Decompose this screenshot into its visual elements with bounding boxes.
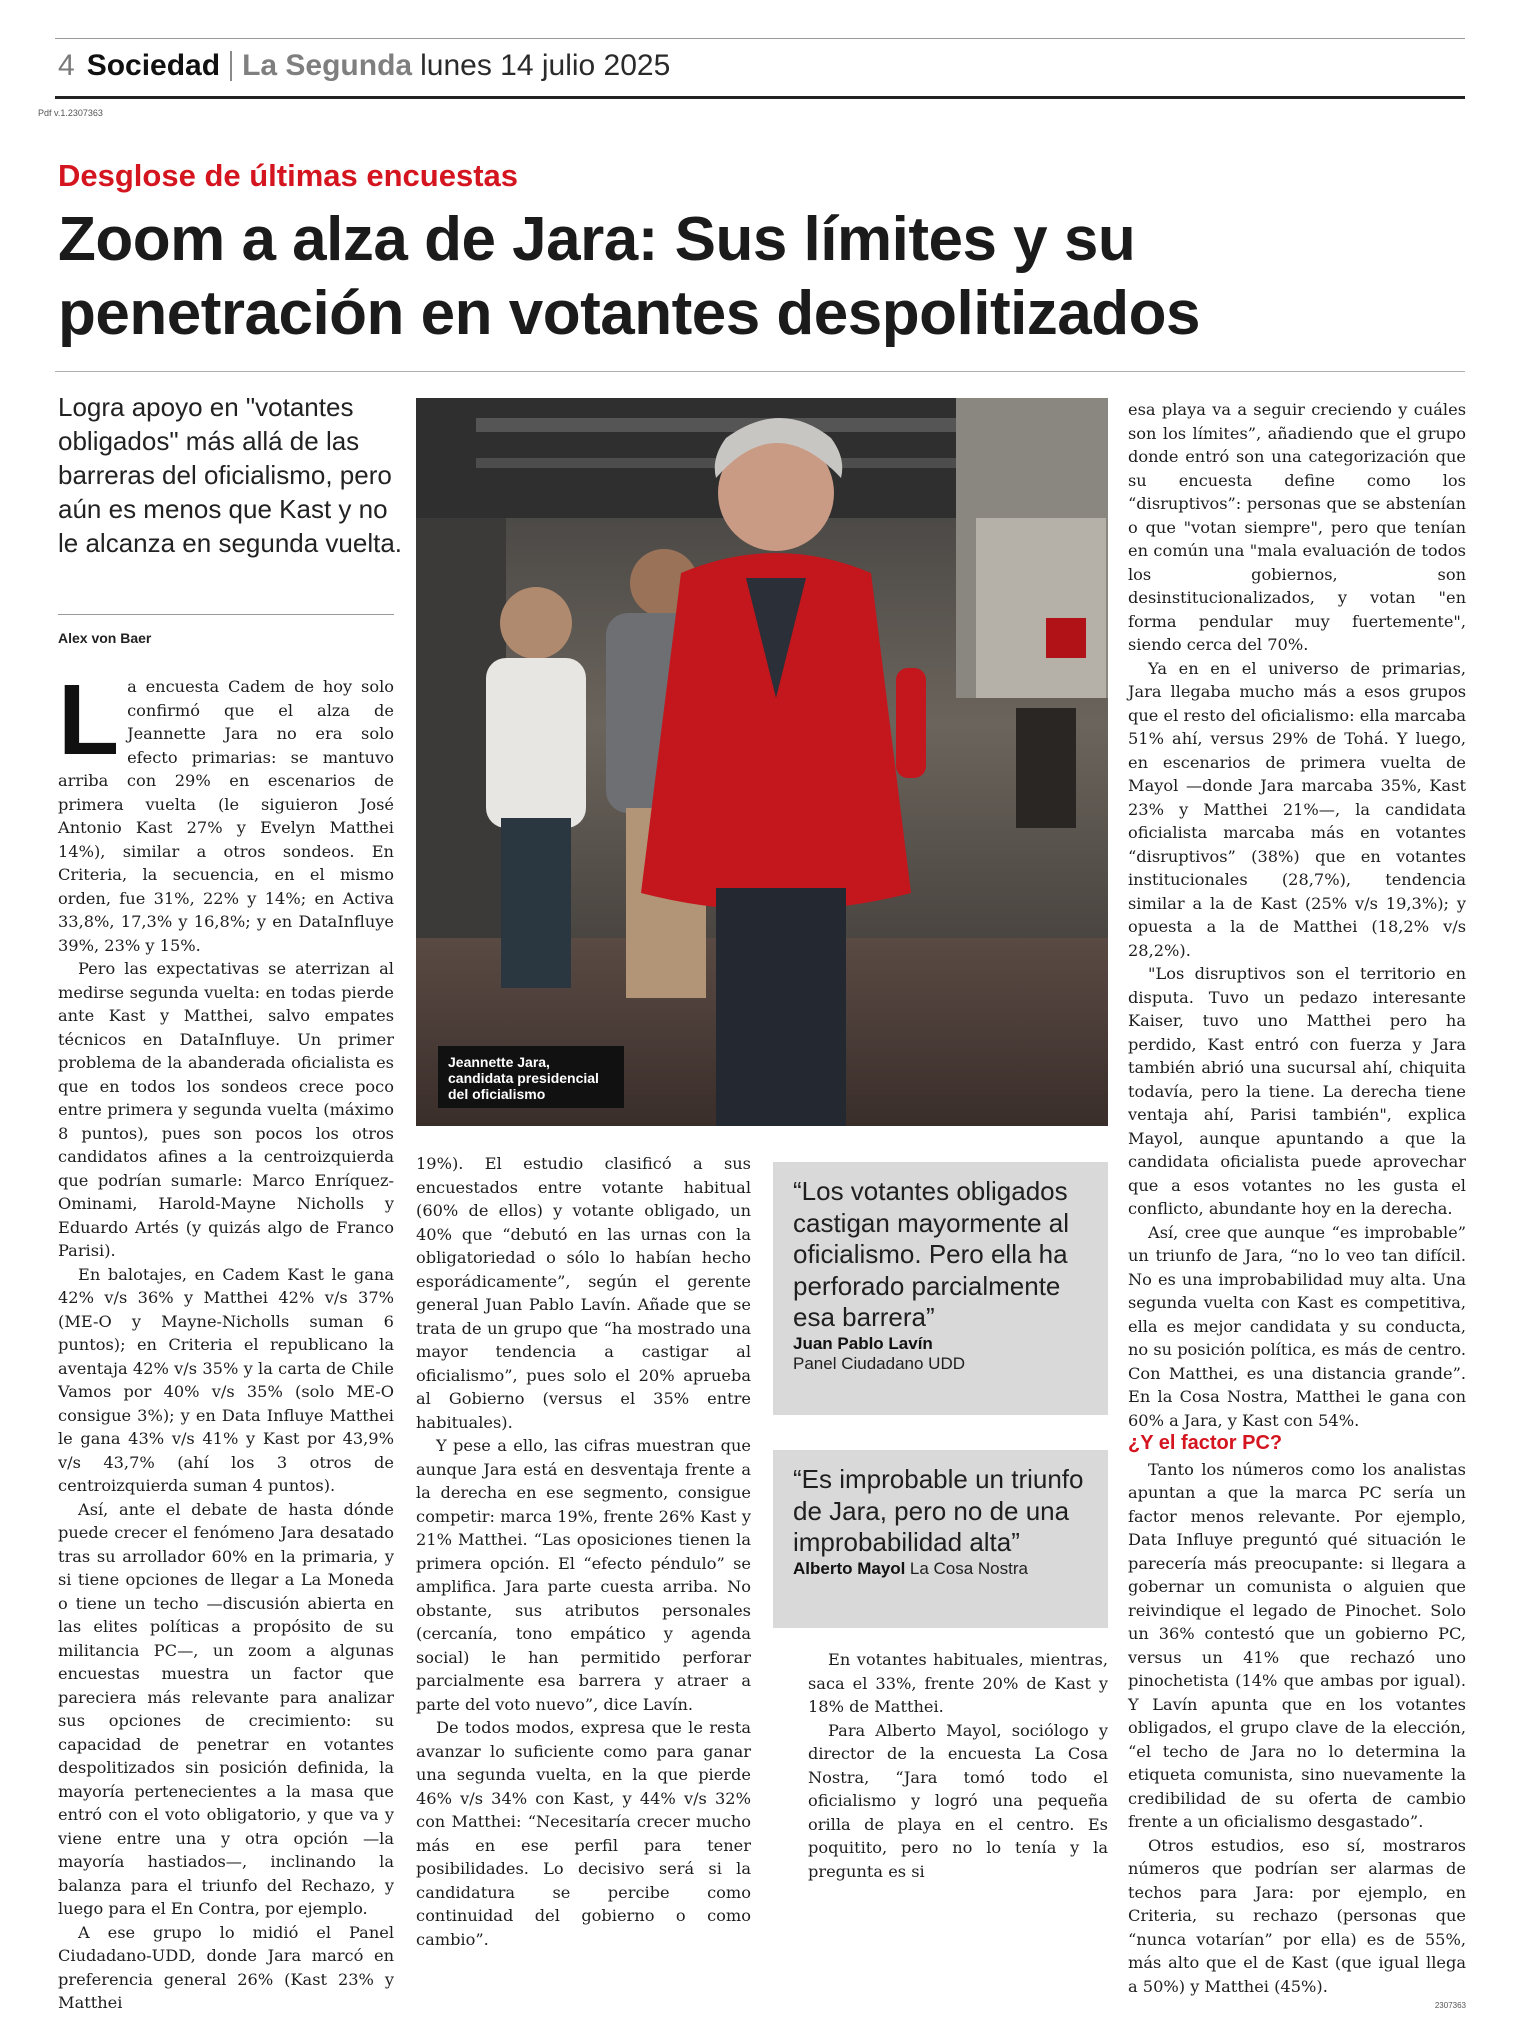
paragraph: esa playa va a seguir creciendo y cuáles son los límites”, añadiendo que el grupo donde entró son una categorización que su encuesta define como los “disruptivos”: personas que se abstenían o que "votan siempre", pero que tenían en común una "mala evaluación de todos los gobiernos, son desinstitucionalizados, y votan "en forma pendular muy fuertemente", siendo cerca del 70%.	[1128, 400, 1466, 654]
photo-caption	[438, 1046, 624, 1108]
paragraph: Pero las expectativas se aterrizan al medirse segunda vuelta: en todas pierde ante Kast y Matthei, salvo empates técnicos en DataInfluye. Un primer problema de la abanderada oficialista es que en todos los sondeos crece poco entre primera y segunda vuelta (máximo 8 puntos), pues son pocos los otros candidatos afines a la centroizquierda que podrían sumarle: Marco Enríquez-Ominami, Harold-Mayne Nicholls y Eduardo Artés (y quizás algo de Franco Parisi).	[58, 959, 394, 1260]
paragraph: Y pese a ello, las cifras muestran que aunque Jara está en desventaja frente a la derecha en ese segmento, consigue competir: marca 19%, frente 26% Kast y 21% Matthei. “Las oposiciones tienen la primera opción. El “efecto péndulo” se amplifica. Jara parte cuesta arriba. No obstante, sus atributos personales (cercanía, tono empático y agenda social) le han permitido perforar parcialmente esa barrera y atraer a parte del voto nuevo”, dice Lavín.	[416, 1436, 751, 1714]
page-number: 4	[58, 49, 75, 82]
paragraph: 19%). El estudio clasificó a sus encuestados entre votante habitual (60% de ellos) y votante obligado, un 40% que “debutó en las urnas con la obligatoriedad o sólo lo habían hecho esporádicamente”, según el gerente general Juan Pablo Lavín. Añade que se trata de un grupo que “ha mostrado una mayor tendencia a castigar al oficialismo”, pues solo el 20% aprueba al Gobierno (versus el 35% entre habituales).	[416, 1154, 751, 1432]
drop-cap: L	[58, 664, 120, 776]
headline-line-2: penetración en votantes despolitizados	[58, 279, 1201, 348]
quote-author: Alberto Mayol	[793, 1558, 906, 1578]
caption-line-2: candidata presidencial	[448, 1070, 599, 1086]
lede: Logra apoyo en "votantes obligados" más allá de las barreras del oficialismo, pero aún es menos que Kast y no le alcanza en segunda vuelta.	[58, 392, 403, 558]
pull-quote-1	[773, 1162, 1108, 1415]
quote-organization: La Cosa Nostra	[909, 1558, 1028, 1578]
paragraph: De todos modos, expresa que le resta avanzar lo suficiente como para ganar una segunda vuelta, en la que pierde 46% v/s 34% con Kast, y 44% v/s 32% con Matthei: “Necesitaría crecer mucho más en ese perfil para tener posibilidades. Lo decisivo será si la candidatura se percibe como continuidad del gobierno o como cambio”.	[416, 1718, 751, 1949]
header-separator	[230, 51, 232, 81]
byline: Alex von Baer	[58, 630, 152, 646]
photo-illustration	[416, 398, 1108, 1126]
newspaper-brand: La Segunda	[242, 49, 413, 82]
lede-rule	[58, 614, 394, 615]
paragraph: Así, cree que aunque “es improbable” un triunfo de Jara, “no lo veo tan difícil. No es una improbabilidad muy alta. Una segunda vuelta con Kast es competitiva, ella es mejor candidata y su conducta, no su posición política, es más de centro. Con Matthei, es una distancia grande”. En la Cosa Nostra, Matthei le gana con 60% a Jara, y Kast con 54%.	[1128, 1222, 1466, 1430]
paragraph-text: a encuesta Cadem de hoy solo confirmó que el alza de Jeannette Jara no era solo efecto primarias: se mantuvo arriba con 29% en escenarios de primera vuelta (le siguieron José Antonio Kast 27% y Evelyn Matthei 14%), similar a otros sondeos. En Criteria, la secuencia, en el mismo orden, fue 31%, 22% y 14%; en Activa 33,8%, 17,3% y 16,8%; y en DataInfluye 39%, 23% y 15%.	[58, 677, 394, 955]
quote-author: Juan Pablo Lavín	[793, 1333, 933, 1353]
headline-line-1: Zoom a alza de Jara: Sus límites y su	[58, 205, 1136, 274]
end-code: 2307363	[1434, 2001, 1466, 2010]
paragraph	[58, 664, 394, 957]
paragraph: Así, ante el debate de hasta dónde puede crecer el fenómeno Jara desatado tras su arrollador 60% en la primaria, y si tiene opciones de llegar a La Moneda o tiene un techo —discusión abierta en las elites políticas a propósito de su militancia PC—, un zoom a algunas encuestas muestra un factor que pareciera más relevante para analizar sus opciones de crecimiento: su capacidad de penetrar en votantes despolitizados sin posición definida, la mayoría pertenecientes a la masa que entró con el voto obligatorio, y que va y viene entre una y otra opción —la mayoría hastiados—, inclinando la balanza para el triunfo del Rechazo, y luego para el En Contra, por ejemplo.	[58, 1499, 394, 1918]
quote-text: “Es improbable un triunfo de Jara, pero no de una improbabilidad alta”	[793, 1464, 1084, 1557]
section-name: Sociedad	[86, 49, 221, 82]
paragraph: Para Alberto Mayol, sociólogo y director de la encuesta La Cosa Nostra, “Jara tomó todo el oficialismo y logró una pequeña orilla de playa en el centro. Es poquitito, pero no lo tenía y la pregunta es si	[808, 1720, 1108, 1881]
pdf-version: Pdf v.1.2307363	[38, 108, 103, 118]
paragraph: Otros estudios, eso sí, mostraros números que podrían ser alarmas de techos para Jara: por ejemplo, en Criteria, su rechazo (personas que “nunca votarían” por ella) es de 55%, más alto que el de Kast (que igual llega a 50%) y Matthei (45%).	[1128, 1835, 1466, 1996]
page-header	[58, 44, 670, 88]
caption-line-3: del oficialismo	[448, 1086, 546, 1102]
column-1	[58, 664, 394, 2015]
paragraph: En votantes habituales, mientras, saca el 33%, frente 20% de Kast y 18% de Matthei.	[808, 1650, 1108, 1716]
quote-organization: Panel Ciudadano UDD	[793, 1353, 965, 1373]
paragraph: Tanto los números como los analistas apuntan a que la marca PC sería un factor menos relevante. Por ejemplo, Data Influye preguntó qué situación le parecería más preocupante: si llegara a gobernar un comunista o alguien que reivindique el legado de Pinochet. Solo un 36% contestó que un gobierno PC, versus un 41% que rechazó uno pinochetista (14% que ambas por igual). Y Lavín apunta que en los votantes obligados, el grupo clave de la elección, “el techo de Jara no lo determina la etiqueta comunista, sino nuevamente la credibilidad de su oferta de cambio frente a un oficialismo desgastado”.	[1128, 1459, 1466, 1831]
column-3	[808, 1648, 1108, 1883]
top-rule	[55, 38, 1465, 39]
paragraph: Ya en en el universo de primarias, Jara llegaba mucho más a esos grupos que el resto del oficialismo: ella marcaba 51% ahí, versus 29% de Tohá. Y luego, en escenarios de primera vuelta de Mayol —donde Jara marcaba 35%, Kast 23% y Matthei 21%—, la candidata oficialista marcaba más en votantes “disruptivos” (38%) que en votantes institucionales (28,7%), tendencia similar a la de Kast (25% v/s 19,3%); y opuesta a la de Matthei (18,2% v/s 28,2%).	[1128, 658, 1466, 960]
paragraph: En balotajes, en Cadem Kast le gana 42% v/s 36% y Matthei 42% v/s 37% (ME-O y Mayne-Nicholls suman 6 puntos); en Criteria el republicano la aventaja 42% v/s 35% y la carta de Chile Vamos por 40% v/s 35% (solo ME-O consigue 3%); y en Data Influye Matthei le gana 43% v/s 41% y Kast por 43,9% v/s 43,7% (ahí los 3 otros de centroizquierda suman 4 puntos).	[58, 1264, 394, 1495]
caption-line-1: Jeannette Jara,	[448, 1054, 550, 1070]
headline	[58, 203, 1458, 351]
column-2	[416, 1152, 751, 1951]
pull-quote-2	[773, 1450, 1108, 1628]
title-rule	[55, 371, 1465, 372]
subheading: ¿Y el factor PC?	[1128, 1432, 1283, 1454]
paragraph: A ese grupo lo midió el Panel Ciudadano-UDD, donde Jara marcó en preferencia general 26% (Kast 23% y Matthei	[58, 1922, 394, 2012]
header-rule	[55, 96, 1465, 99]
quote-text: “Los votantes obligados castigan mayormente al oficialismo. Pero ella ha perforado parcialmente esa barrera”	[793, 1176, 1070, 1332]
article-photo	[416, 398, 1108, 1126]
paragraph: "Los disruptivos son el territorio en disputa. Tuvo un pedazo interesante Kaiser, tuvo uno Matthei pero ha perdido, Kast entró con fuerza y Jara también abrió una sucursal ahí, chiquita todavía, pero la tiene. La derecha tiene ventaja ahí, Parisi también", explica Mayol, aunque apuntando a que la candidata oficialista puede aprovechar que a esos votantes no les gusta el conflicto, abundante hoy en la derecha.	[1128, 964, 1466, 1218]
kicker: Desglose de últimas encuestas	[58, 158, 519, 193]
issue-date: lunes 14 julio 2025	[420, 49, 671, 82]
column-4	[1128, 398, 1466, 2018]
